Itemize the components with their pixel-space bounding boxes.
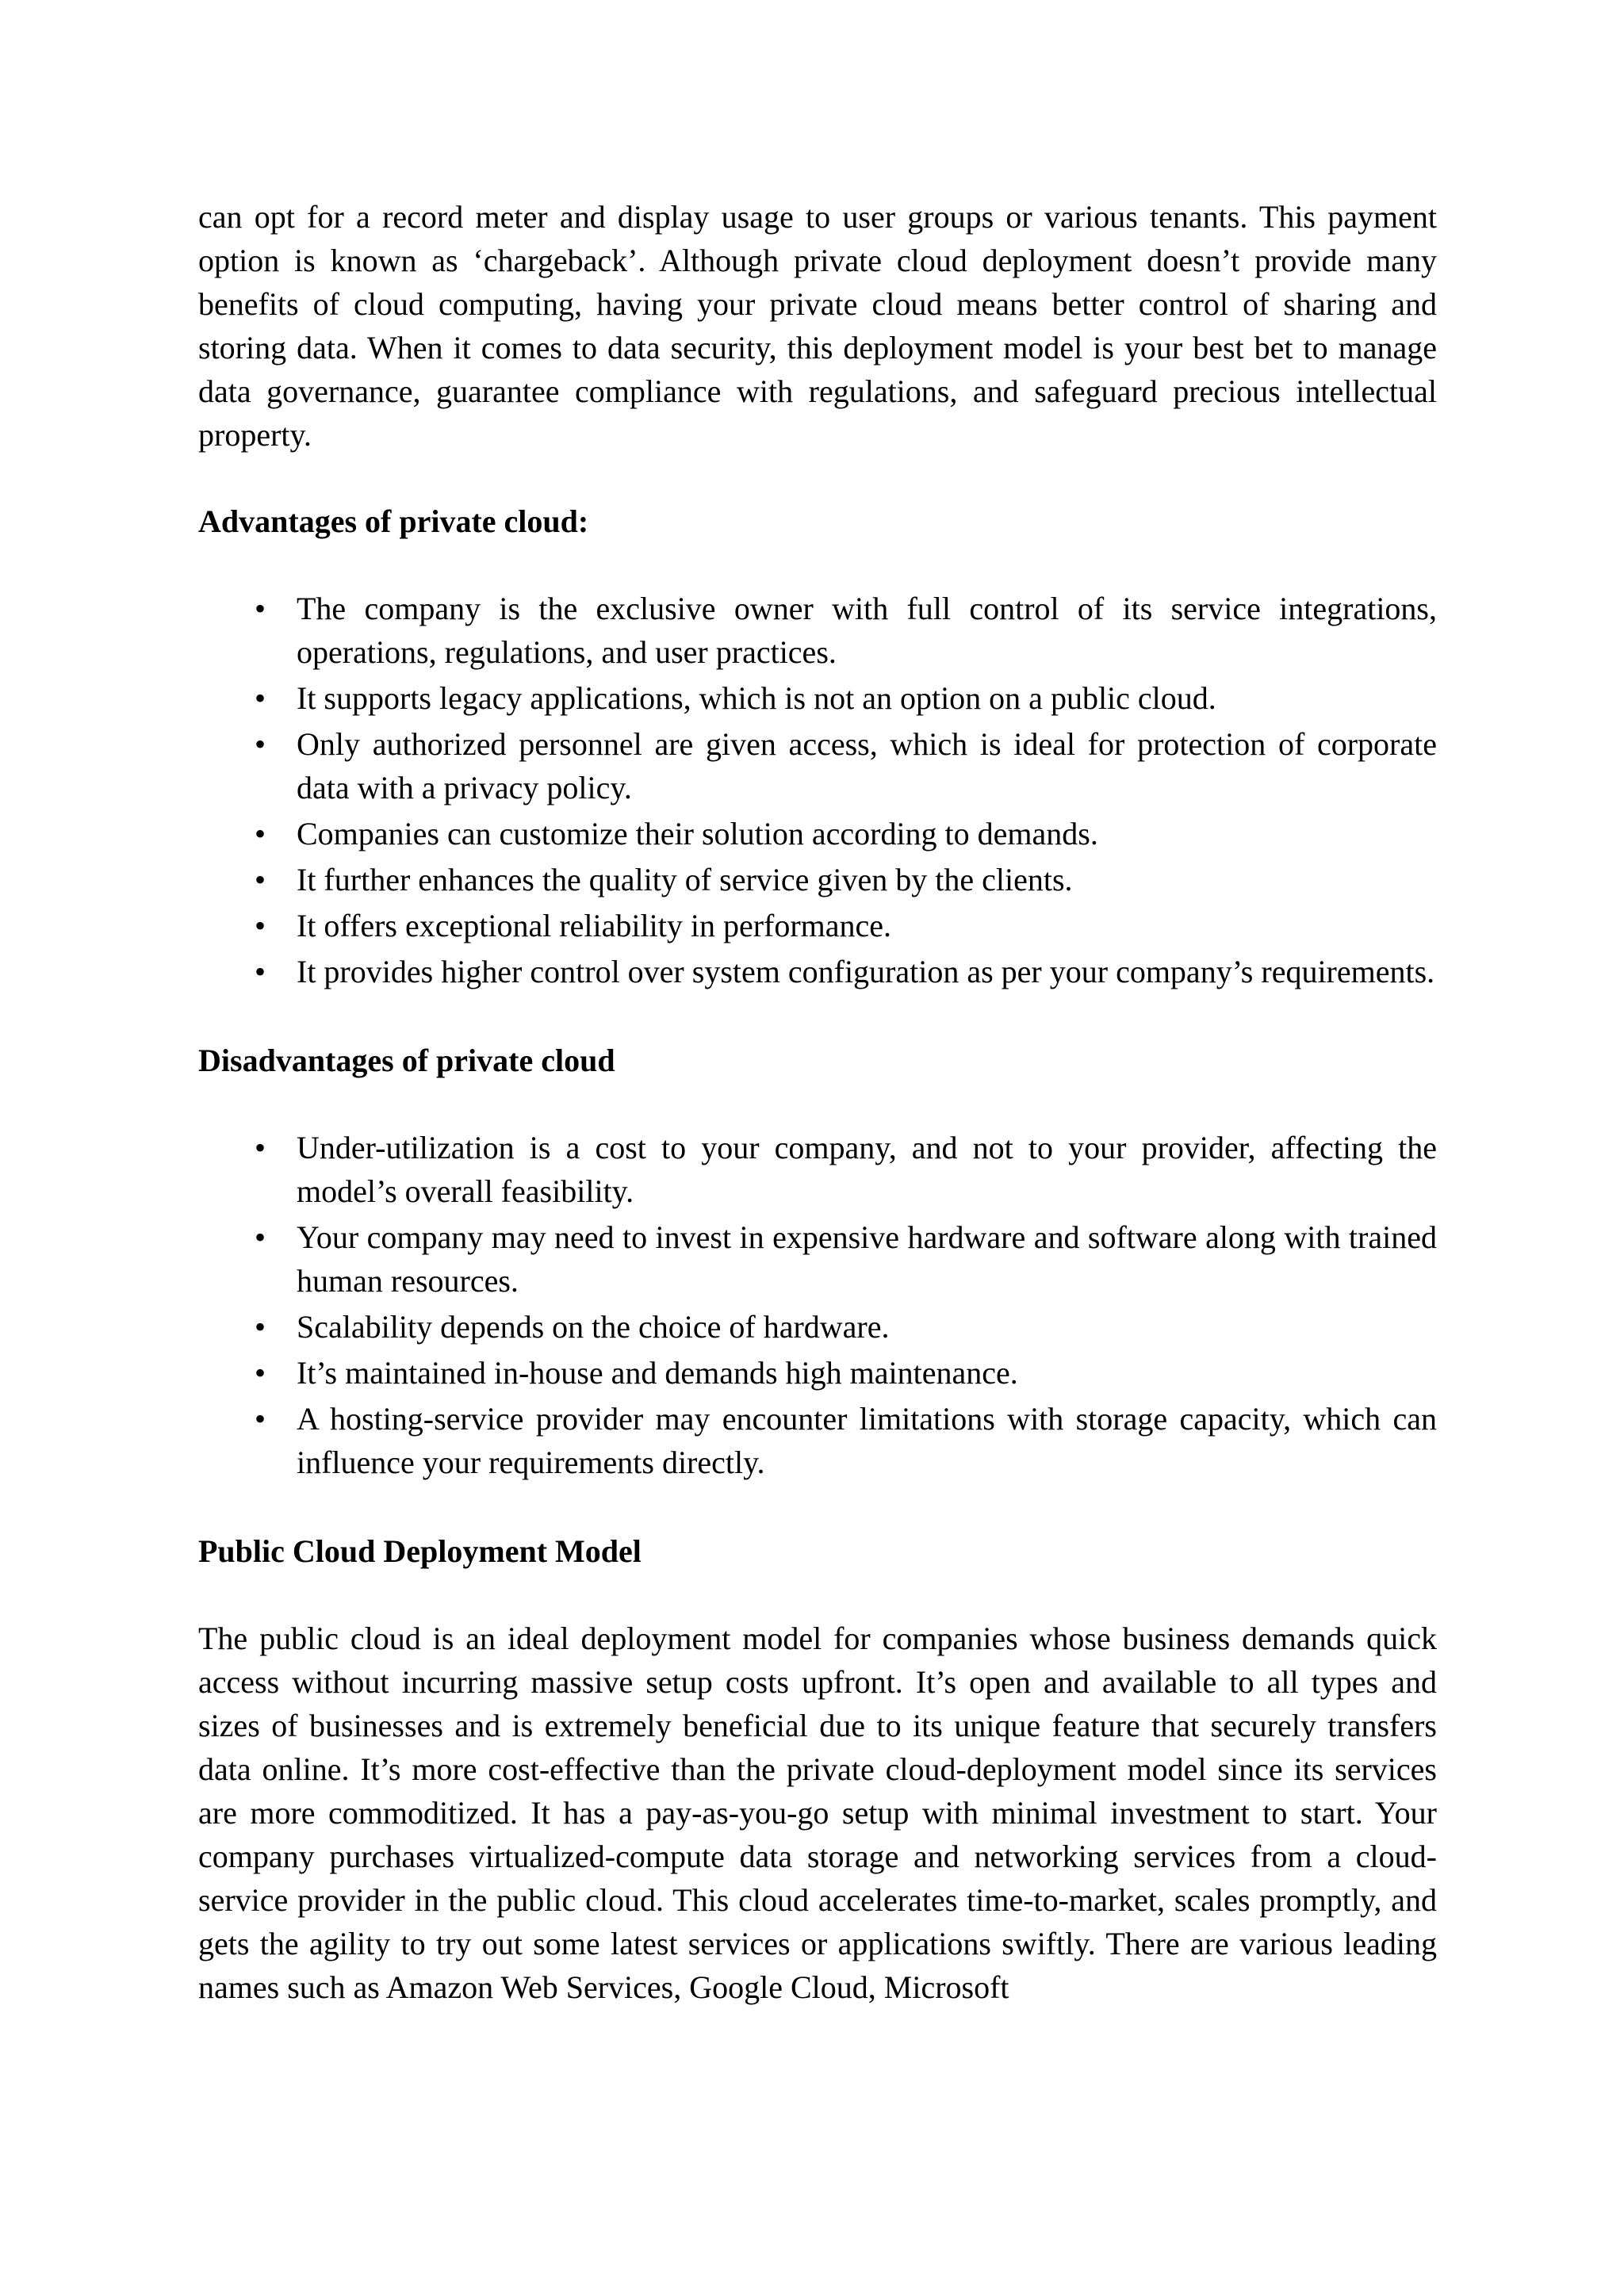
list-item-text: It further enhances the quality of service given by the clients. xyxy=(297,862,1073,897)
list-item-text: It supports legacy applications, which is not an option on a public cloud. xyxy=(297,680,1216,716)
spacer xyxy=(198,1573,1437,1617)
list-item xyxy=(198,858,1437,901)
bullet-icon: • xyxy=(254,1355,266,1391)
list-item-text: Your company may need to invest in expensive hardware and software along with trained human resources. xyxy=(297,1219,1437,1299)
list-item xyxy=(198,1397,1437,1484)
public-cloud-paragraph: The public cloud is an ideal deployment model for companies whose business demands quick access without incurring massive setup costs upfront. It’s open and available to all types and sizes of businesses and is extremely beneficial due to its unique feature that securely transfers data online. It’s more cost-effective than the private cloud-deployment model since its services are more commoditized. It has a pay-as-you-go setup with minimal investment to start. Your company purchases virtualized-compute data storage and networking services from a cloud-service provider in the public cloud. This cloud accelerates time-to-market, scales promptly, and gets the agility to try out some latest services or applications swiftly. There are various leading names such as Amazon Web Services, Google Cloud, Microsoft xyxy=(198,1621,1437,2005)
document-page xyxy=(198,195,1437,2009)
advantages-heading: Advantages of private cloud: xyxy=(198,503,589,539)
spacer xyxy=(198,1487,1437,1529)
spacer xyxy=(198,457,1437,499)
disadvantages-list xyxy=(198,1126,1437,1484)
list-item xyxy=(198,950,1437,993)
public-cloud-heading: Public Cloud Deployment Model xyxy=(198,1533,642,1569)
disadvantages-heading: Disadvantages of private cloud xyxy=(198,1043,615,1078)
advantages-list xyxy=(198,587,1437,993)
bullet-icon: • xyxy=(254,954,266,989)
list-item-text: Companies can customize their solution according to demands. xyxy=(297,816,1098,851)
list-item xyxy=(198,904,1437,947)
list-item xyxy=(198,722,1437,809)
list-item-text: It offers exceptional reliability in performance. xyxy=(297,908,892,943)
bullet-icon: • xyxy=(254,591,266,626)
list-item-text: Under-utilization is a cost to your company, and not to your provider, affecting the model’s overall feasibility. xyxy=(297,1130,1437,1209)
bullet-icon: • xyxy=(254,1130,266,1165)
list-item xyxy=(198,812,1437,855)
bullet-icon: • xyxy=(254,1401,266,1437)
list-item-text: Scalability depends on the choice of hardware. xyxy=(297,1309,890,1345)
spacer xyxy=(198,543,1437,587)
list-item xyxy=(198,676,1437,720)
bullet-icon: • xyxy=(254,1309,266,1345)
list-item xyxy=(198,1215,1437,1303)
list-item xyxy=(198,1126,1437,1213)
list-item xyxy=(198,1351,1437,1395)
list-item-text: A hosting-service provider may encounter limitations with storage capacity, which can influence your requirements directly. xyxy=(297,1401,1437,1480)
bullet-icon: • xyxy=(254,726,266,762)
bullet-icon: • xyxy=(254,862,266,897)
spacer xyxy=(198,1082,1437,1126)
list-item xyxy=(198,587,1437,674)
spacer xyxy=(198,996,1437,1039)
list-item xyxy=(198,1305,1437,1349)
list-item-text: Only authorized personnel are given access, which is ideal for protection of corporate data with a privacy policy. xyxy=(297,726,1437,806)
list-item-text: It’s maintained in-house and demands high maintenance. xyxy=(297,1355,1018,1391)
bullet-icon: • xyxy=(254,816,266,851)
bullet-icon: • xyxy=(254,680,266,716)
intro-paragraph: can opt for a record meter and display usage to user groups or various tenants. This payment option is known as ‘chargeback’. Although private cloud deployment doesn’t provide many benefits of cloud computing, having your private cloud means better control of sharing and storing data. When it comes to data security, this deployment model is your best bet to manage data governance, guarantee compliance with regulations, and safeguard precious intellectual property. xyxy=(198,199,1437,453)
bullet-icon: • xyxy=(254,908,266,943)
list-item-text: The company is the exclusive owner with full control of its service integrations, operations, regulations, and user practices. xyxy=(297,591,1437,670)
bullet-icon: • xyxy=(254,1219,266,1255)
list-item-text: It provides higher control over system configuration as per your company’s requirements. xyxy=(297,954,1435,989)
